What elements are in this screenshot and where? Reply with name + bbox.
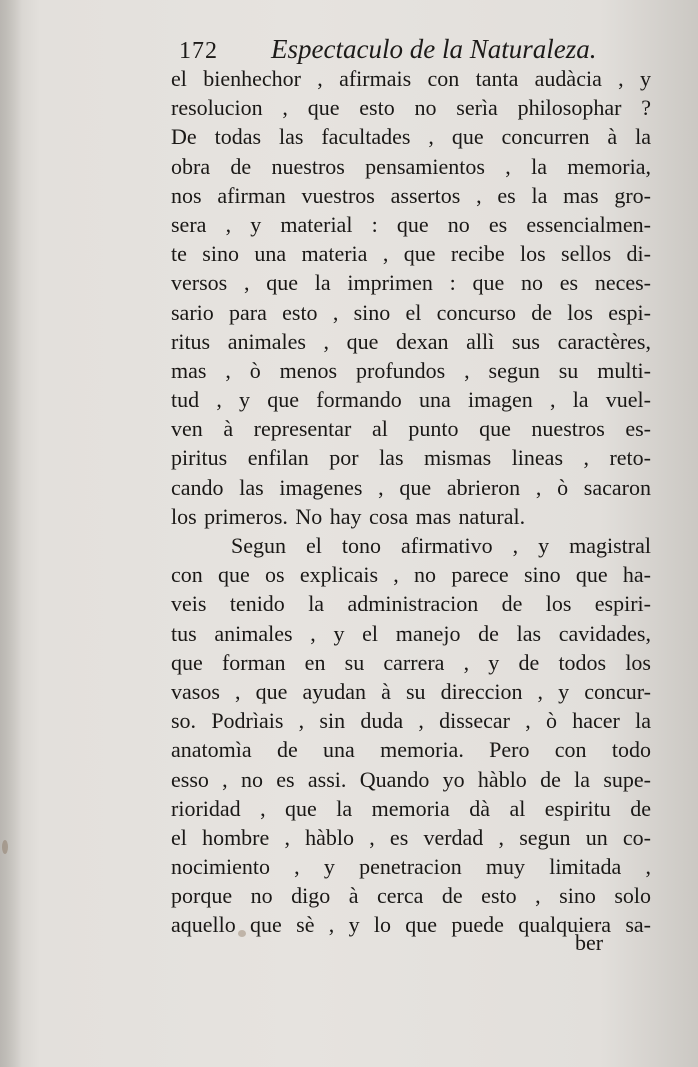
text-line: te sino una materia , que recibe los sellos di- — [171, 241, 651, 267]
text-line: nos afirman vuestros assertos , es la mas gro- — [171, 182, 651, 208]
text-line: tud , y que formando una imagen , la vuel- — [171, 387, 651, 413]
text-line: rioridad , que la memoria dà al espiritu de — [171, 795, 651, 821]
page-header — [175, 34, 615, 68]
text-line: ritus animales , que dexan allì sus caractères, — [171, 328, 651, 354]
text-line: cando las imagenes , que abrieron , ò sacaron — [171, 474, 651, 500]
text-line: sario para esto , sino el concurso de los espi- — [171, 299, 651, 325]
text-line: tus animales , y el manejo de las cavidades, — [171, 620, 651, 646]
text-line: anatomìa de una memoria. Pero con todo — [171, 737, 651, 763]
text-line: resolucion , que esto no serìa philosophar ? — [171, 95, 651, 121]
text-line: con que os explicais , no parece sino que ha- — [171, 562, 651, 588]
text-line: porque no digo à cerca de esto , sino solo — [171, 883, 651, 909]
text-line: piritus enfilan por las mismas lineas , reto- — [171, 445, 651, 471]
paper-stain — [238, 930, 246, 937]
text-line: el bienhechor , afirmais con tanta audàcia , y — [171, 66, 651, 91]
body-text — [171, 64, 651, 940]
text-line: nocimiento , y penetracion muy limitada , — [171, 854, 651, 880]
text-line: veis tenido la administracion de los espiri- — [171, 591, 651, 617]
text-line: el hombre , hàblo , es verdad , segun un co- — [171, 824, 651, 850]
page-number: 172 — [179, 38, 218, 64]
spine-shadow — [0, 0, 22, 1067]
text-line: vasos , que ayudan à su direccion , y concur- — [171, 678, 651, 704]
paper-stain — [2, 840, 8, 854]
paragraph-first-line: Segun el tono afirmativo , y magistral — [231, 533, 651, 558]
text-line: De todas las facultades , que concurren à la — [171, 124, 651, 150]
text-line: versos , que la imprimen : que no es neces- — [171, 270, 651, 296]
text-line: sera , y material : que no es essencialmen- — [171, 211, 651, 237]
paragraph-last-line: los primeros. No hay cosa mas natural. — [171, 503, 526, 529]
text-line: so. Podrìais , sin duda , dissecar , ò hacer la — [171, 708, 651, 734]
text-line: mas , ò menos profundos , segun su multi- — [171, 357, 651, 383]
catchword: ber — [575, 930, 604, 955]
text-line: que forman en su carrera , y de todos los — [171, 649, 651, 675]
running-title: Espectaculo de la Naturaleza. — [271, 34, 597, 64]
text-line: ven à representar al punto que nuestros es- — [171, 416, 651, 442]
text-line: esso , no es assi. Quando yo hàblo de la supe- — [171, 766, 651, 792]
text-line: aquello que sè , y lo que puede qualquiera sa- — [171, 912, 651, 938]
text-line: obra de nuestros pensamientos , la memoria, — [171, 153, 651, 179]
